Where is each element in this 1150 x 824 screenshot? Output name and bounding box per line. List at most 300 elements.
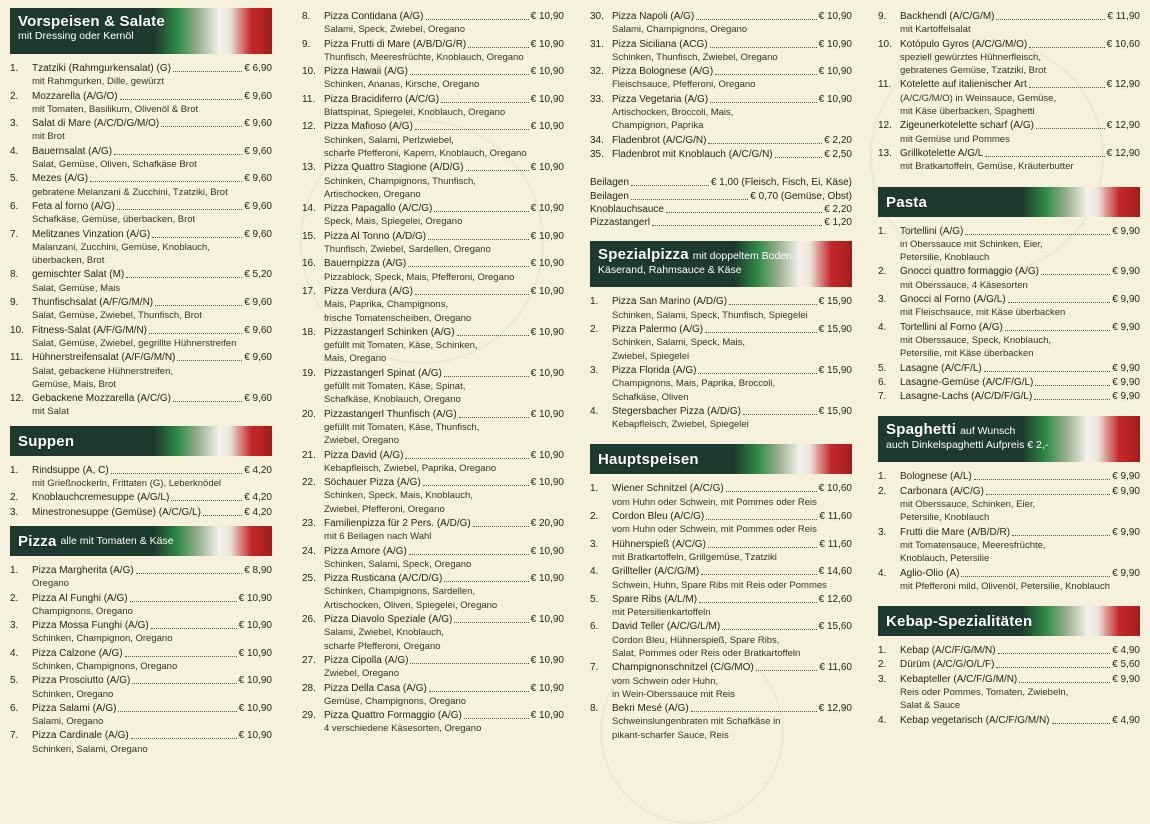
item-name: Grillkotelette A/G/L [900, 147, 984, 159]
item-description: Salat, gebackene Hühnerstreifen, [32, 365, 174, 377]
item-name: Kebap (A/C/F/G/M/N) [900, 645, 996, 657]
item-number: 23. [302, 517, 316, 529]
item-name: Gnocci al Forno (A/G/L) [900, 294, 1006, 306]
menu-item [302, 10, 564, 37]
menu-item [302, 408, 564, 448]
item-number: 21. [302, 449, 316, 461]
item-price: € 5,20 [244, 269, 272, 281]
menu-item-line [590, 538, 852, 551]
item-description: Zwiebel, Oregano [324, 668, 399, 680]
menu-item-line [302, 572, 564, 585]
item-name: Pizza Contidana (A/G) [324, 11, 424, 22]
item-price: € 10,90 [238, 702, 272, 714]
menu-item [878, 673, 1140, 713]
item-name: Bauernpizza (A/G) [324, 258, 407, 270]
item-price: € 9,90 [1112, 391, 1140, 403]
item-description: Pizzablock, Speck, Mais, Pfefferoni, Oregano [324, 271, 515, 283]
item-number: 34. [590, 134, 604, 146]
menu-item-line [10, 145, 272, 158]
item-price: € 4,90 [1112, 645, 1140, 657]
item-number: 4. [590, 405, 599, 417]
item-description: mit Oberssauce, Speck, Knoblauch, [900, 334, 1052, 346]
item-name: Fitness-Salat (A/F/G/M/N) [32, 324, 148, 336]
menu-item [302, 230, 564, 257]
menu-item-line [878, 10, 1140, 23]
item-name: Kotópulo Gyros (A/C/G/M/O) [900, 38, 1028, 50]
item-description: Champignon, Paprika [612, 120, 704, 132]
item-number: 15. [302, 230, 316, 242]
dot-leader [203, 506, 242, 516]
menu-item-line [878, 644, 1140, 657]
item-description: Schinken, Salami, Speck, Oregano [324, 558, 472, 570]
menu-item-line [878, 390, 1140, 403]
dot-leader [466, 161, 529, 171]
item-price: € 2,50 [824, 148, 852, 160]
menu-item-line [590, 482, 852, 495]
menu-item [302, 709, 564, 736]
item-number: 2. [10, 90, 19, 102]
item-description: vom Schwein oder Huhn, [612, 675, 719, 687]
item-description: mit Grießnockerln, Frittaten (G), Leberknödel [32, 478, 222, 490]
dot-leader [710, 93, 816, 103]
dot-leader [434, 202, 528, 212]
item-description: Blattspinat, Spiegelei, Knoblauch, Oregano [324, 107, 506, 119]
item-description: Malanzani, Zucchini, Gemüse, Knoblauch, [32, 241, 210, 253]
item-description: Fleischsauce, Pfefferoni, Oregano [612, 79, 756, 91]
item-name: Pizza Margherita (A/G) [32, 564, 134, 576]
menu-item-line [302, 517, 564, 530]
menu-item-line [590, 148, 852, 161]
extra-name: Pizzastangerl [590, 217, 651, 229]
menu-item [590, 565, 852, 592]
item-number: 2. [878, 266, 887, 278]
menu-item [302, 285, 564, 325]
item-number: 9. [302, 38, 311, 50]
item-number: 10. [878, 38, 892, 50]
item-price: € 9,60 [244, 324, 272, 336]
item-description: frische Tomatenscheiben, Oregano [324, 312, 472, 324]
menu-item [302, 257, 564, 284]
item-price: € 15,90 [818, 324, 852, 336]
item-price: € 10,90 [530, 121, 564, 133]
item-price: € 11,60 [819, 662, 852, 674]
section-title: Hauptspeisen [598, 451, 699, 469]
item-number: 1. [10, 464, 19, 476]
menu-item [10, 228, 272, 268]
dot-leader [726, 482, 817, 492]
item-price: € 10,90 [818, 38, 852, 50]
item-description: mit Oberssauce, Schinken, Eier, [900, 499, 1036, 511]
dot-leader [1029, 38, 1104, 48]
menu-item-line [878, 526, 1140, 539]
dot-leader [1008, 293, 1111, 303]
menu-item-line [302, 230, 564, 243]
section-header-hauptspeisen [590, 444, 852, 474]
item-name: Familienpizza für 2 Pers. (A/D/G) [324, 517, 471, 529]
column-4 [878, 10, 1140, 812]
menu-item-line [590, 10, 852, 23]
item-price: € 9,90 [1112, 485, 1140, 497]
item-description: Kebapfleisch, Zwiebel, Spiegelei [612, 419, 749, 431]
item-number: 6. [878, 376, 887, 388]
item-name: Aglio-Olio (A) [900, 567, 960, 579]
item-price: € 10,90 [530, 710, 564, 722]
menu-item-line [302, 545, 564, 558]
vorspeisen-list [10, 62, 272, 419]
dot-leader [1036, 119, 1105, 129]
item-price: € 9,90 [1112, 471, 1140, 483]
section-subtitle: auch Dinkelspaghetti Aufpreis € 2,- [886, 439, 1049, 452]
item-description: mit Salat [32, 406, 69, 418]
item-name: Bolognese (A/L) [900, 471, 972, 483]
menu-item [590, 482, 852, 509]
item-name: Pizza Rusticana (A/C/D/G) [324, 573, 443, 585]
item-number: 8. [302, 11, 311, 22]
dot-leader [708, 538, 817, 548]
item-number: 11. [10, 352, 24, 364]
item-number: 3. [590, 364, 599, 376]
item-description: Schinken, Salami, Oregano [32, 743, 148, 755]
item-description: (A/C/G/M/O) in Weinsauce, Gemüse, [900, 92, 1057, 104]
dot-leader [1052, 714, 1111, 724]
dot-leader [415, 285, 529, 295]
item-name: Pizza Siciliana (ACG) [612, 38, 708, 50]
item-description: Mais, Oregano [324, 353, 387, 365]
item-description: Salami, Speck, Zwiebel, Oregano [324, 24, 465, 36]
section-header-kebap [878, 606, 1140, 636]
item-price: € 9,60 [244, 145, 272, 157]
menu-item [590, 661, 852, 701]
dot-leader [775, 148, 823, 158]
item-description: mit Fleischsauce, mit Käse überbacken [900, 307, 1066, 319]
menu-item-line [302, 10, 564, 23]
item-price: € 9,60 [244, 352, 272, 364]
menu-item [590, 93, 852, 133]
dot-leader [120, 90, 243, 100]
item-name: Pizzastangerl Spinat (A/G) [324, 367, 442, 379]
dot-leader [177, 351, 242, 361]
section-title: Pasta [886, 193, 928, 211]
item-number: 19. [302, 367, 316, 379]
dot-leader [1035, 376, 1110, 386]
item-price: € 11,60 [819, 511, 852, 523]
dot-leader [729, 295, 817, 305]
dot-leader [996, 658, 1110, 668]
item-price: € 10,60 [818, 483, 852, 495]
menu-item [302, 326, 564, 366]
menu-item-line [302, 476, 564, 489]
item-name: Pizza David (A/G) [324, 449, 404, 461]
dot-leader [705, 323, 816, 333]
section-header-pizza [10, 526, 272, 556]
menu-item-line [590, 620, 852, 633]
item-price: € 10,90 [530, 326, 564, 338]
item-name: Pizza Frutti di Mare (A/B/D/G/R) [324, 38, 467, 50]
item-name: Melitzanes Vinzation (A/G) [32, 228, 151, 240]
item-description: Petersilie, Knoblauch [900, 252, 990, 264]
item-name: Gnocci quattro formaggio (A/G) [900, 266, 1039, 278]
dot-leader [410, 654, 528, 664]
item-price: € 15,90 [818, 296, 852, 308]
dot-leader [410, 65, 529, 75]
item-number: 8. [590, 703, 599, 715]
dot-leader [698, 364, 816, 374]
item-number: 33. [590, 93, 604, 105]
menu-item-line [878, 293, 1140, 306]
extra-item [590, 190, 852, 203]
menu-item-line [302, 709, 564, 722]
item-description: Champignons, Mais, Paprika, Broccoli, [612, 378, 776, 390]
item-price: € 11,90 [1107, 11, 1140, 22]
item-name: Pizzastangerl Thunfisch (A/G) [324, 408, 457, 420]
dot-leader [961, 567, 1110, 577]
section-header-spaghetti [878, 416, 1140, 462]
menu-item [878, 38, 1140, 78]
item-description: 4 verschiedene Käsesorten, Oregano [324, 723, 482, 735]
item-name: Pizza Prosciutto (A/G) [32, 675, 131, 687]
dot-leader [701, 565, 816, 575]
item-name: Pizza Florida (A/G) [612, 364, 697, 376]
item-name: Pizza Verdura (A/G) [324, 285, 413, 297]
dot-leader [1019, 673, 1110, 683]
dot-leader [114, 145, 242, 155]
item-number: 31. [590, 38, 604, 50]
item-description: Petersilie, Knoblauch [900, 512, 990, 524]
item-number: 18. [302, 326, 316, 338]
menu-item [302, 613, 564, 653]
item-number: 27. [302, 654, 316, 666]
item-description: Zwiebel, Pfefferoni, Oregano [324, 503, 445, 515]
item-description: Schafkäse, Knoblauch, Oregano [324, 394, 461, 406]
item-description: in Oberssauce mit Schinken, Eier, [900, 238, 1043, 250]
item-number: 5. [590, 593, 599, 605]
item-number: 4. [878, 714, 887, 726]
menu-item-line [10, 62, 272, 75]
item-number: 16. [302, 258, 316, 270]
dot-leader [131, 729, 237, 739]
item-price: € 10,90 [530, 408, 564, 420]
item-number: 12. [10, 393, 24, 405]
section-header-suppen [10, 426, 272, 456]
menu-item-line [10, 268, 272, 281]
item-description: Schinken, Champignons, Sardellen, [324, 586, 476, 598]
item-price: € 10,90 [818, 11, 852, 22]
dot-leader [715, 65, 816, 75]
menu-item-line [878, 567, 1140, 580]
dot-leader [423, 476, 529, 486]
menu-item [590, 364, 852, 404]
item-price: € 15,90 [818, 405, 852, 417]
dot-leader [132, 674, 236, 684]
item-description: pikant-scharfer Sauce, Reis [612, 729, 729, 741]
menu-item [10, 592, 272, 619]
item-name: Pizza Mafioso (A/G) [324, 121, 413, 133]
item-number: 6. [10, 702, 19, 714]
pasta-list [878, 225, 1140, 404]
section-header-spezialpizza [590, 241, 852, 287]
item-name: Fladenbrot mit Knoblauch (A/C/G/N) [612, 148, 773, 160]
section-subtitle: Käserand, Rahmsauce & Käse [598, 264, 742, 277]
item-price: € 9,60 [244, 118, 272, 130]
extra-name: Knoblauchsauce [590, 203, 664, 215]
section-title: Spezialpizza [598, 246, 689, 264]
item-name: Mozzarella (A/G/O) [32, 90, 118, 102]
menu-item [878, 485, 1140, 525]
item-price: € 4,20 [244, 506, 272, 518]
menu-item [10, 619, 272, 646]
item-number: 5. [10, 173, 19, 185]
menu-item [302, 161, 564, 201]
dot-leader [696, 10, 816, 20]
item-number: 7. [10, 228, 19, 240]
menu-item [302, 38, 564, 65]
item-description: Oregano [32, 578, 69, 590]
dot-leader [118, 702, 236, 712]
item-price: € 10,90 [530, 162, 564, 174]
menu-item [302, 93, 564, 120]
item-description: gebratenes Gemüse, Tzatziki, Brot [900, 65, 1047, 77]
item-description: Schinken, Salami, Speck, Thunfisch, Spiegelei [612, 309, 808, 321]
item-description: Schinken, Ananas, Kirsche, Oregano [324, 79, 480, 91]
menu-item [10, 296, 272, 323]
item-number: 3. [10, 118, 19, 130]
menu-item-line [590, 593, 852, 606]
item-name: Bauernsalat (A/G) [32, 145, 113, 157]
dot-leader [173, 62, 242, 72]
item-number: 1. [10, 564, 19, 576]
dot-leader [974, 470, 1110, 480]
menu-item-line [878, 362, 1140, 375]
item-number: 3. [878, 526, 887, 538]
dot-leader [151, 619, 237, 629]
dot-leader [631, 176, 709, 186]
section-header-vorspeisen [10, 8, 272, 54]
section-title: Spaghetti [886, 421, 957, 439]
item-number: 12. [302, 121, 316, 133]
menu-item-line [10, 228, 272, 241]
item-number: 28. [302, 682, 316, 694]
item-name: Fladenbrot (A/C/G/N) [612, 134, 707, 146]
dot-leader [441, 93, 529, 103]
item-description: mit Tomatensauce, Meeresfrüchte, [900, 539, 1046, 551]
item-description: mit Tomaten, Basilikum, Olivenöl & Brot [32, 103, 199, 115]
item-price: € 10,90 [530, 545, 564, 557]
item-price: € 10,90 [530, 682, 564, 694]
menu-item-line [10, 90, 272, 103]
item-number: 9. [878, 11, 887, 22]
item-number: 3. [10, 620, 19, 632]
menu-item-line [10, 491, 272, 504]
item-name: Tortellini (A/G) [900, 225, 964, 237]
item-price: € 4,20 [244, 464, 272, 476]
dot-leader [652, 216, 822, 226]
item-number: 4. [590, 566, 599, 578]
menu-item [878, 119, 1140, 146]
item-name: Kebapteller (A/C/F/G/M/N) [900, 673, 1018, 685]
column-1 [10, 8, 272, 812]
hauptspeisen-list-continued [878, 10, 1140, 174]
dot-leader [428, 230, 529, 240]
dot-leader [986, 485, 1110, 495]
menu-item-line [590, 702, 852, 715]
item-description: in Wein-Oberssauce mit Reis [612, 688, 735, 700]
item-price: € 10,90 [530, 66, 564, 78]
item-price: € 10,90 [818, 66, 852, 78]
item-number: 13. [302, 162, 316, 174]
section-subtitle-inline: auf Wunsch [960, 425, 1016, 438]
item-description: mit Kartoffelsalat [900, 24, 971, 36]
menu-item-line [878, 265, 1140, 278]
item-name: Pizza Quattro Formaggio (A/G) [324, 710, 462, 722]
menu-item [10, 62, 272, 89]
dot-leader [125, 647, 237, 657]
item-name: Rindsuppe (A, C) [32, 464, 109, 476]
menu-item [10, 200, 272, 227]
item-description: gefüllt mit Tomaten, Käse, Schinken, [324, 340, 478, 352]
item-number: 4. [878, 321, 887, 333]
item-description: mit Brot [32, 131, 65, 143]
item-description: mit Gemüse und Pommes [900, 133, 1010, 145]
item-name: Kebap vegetarisch (A/C/F/G/M/N) [900, 714, 1050, 726]
item-price: € 2,20 [824, 134, 852, 146]
menu-item-line [302, 93, 564, 106]
menu-item-line [302, 285, 564, 298]
dot-leader [473, 517, 529, 527]
dot-leader [426, 10, 529, 20]
menu-item [10, 506, 272, 519]
extra-price: € 1,20 [824, 217, 852, 229]
item-name: David Teller (A/C/G/L/M) [612, 621, 721, 633]
item-name: Hühnerspieß (A/C/G) [612, 538, 706, 550]
suppen-list [10, 464, 272, 519]
menu-item-line [10, 351, 272, 364]
item-number: 24. [302, 545, 316, 557]
item-description: Salami, Zwiebel, Knoblauch, [324, 627, 444, 639]
menu-item-line [302, 367, 564, 380]
dot-leader [429, 682, 529, 692]
item-description: Champignons, Oregano [32, 605, 133, 617]
item-number: 1. [878, 471, 887, 483]
hauptspeisen-list [590, 482, 852, 742]
item-description: Salat, Gemüse, Mais [32, 282, 121, 294]
menu-item-line [10, 324, 272, 337]
item-number: 2. [878, 659, 887, 671]
item-name: Tortellini al Forno (A/G) [900, 321, 1003, 333]
item-name: Tzatziki (Rahmgurkensalat) (G) [32, 63, 171, 74]
item-price: € 9,90 [1112, 225, 1140, 237]
item-number: 20. [302, 408, 316, 420]
dot-leader [631, 190, 748, 200]
item-name: Pizza Cipolla (A/G) [324, 654, 409, 666]
menu-item [302, 449, 564, 476]
extra-price: € 0,70 (Gemüse, Obst) [750, 190, 852, 202]
item-name: Feta al forno (A/G) [32, 200, 115, 212]
item-name: Hühnerstreifensalat (A/F/G/M/N) [32, 352, 176, 364]
item-name: Pizza Cardinale (A/G) [32, 730, 129, 742]
dot-leader [149, 324, 242, 334]
extras-list [590, 176, 852, 229]
item-name: Thunfischsalat (A/F/G/M/N) [32, 297, 154, 309]
menu-item [10, 117, 272, 144]
menu-item [590, 134, 852, 147]
menu-item-line [10, 506, 272, 519]
menu-item [878, 293, 1140, 320]
menu-item-line [590, 93, 852, 106]
item-price: € 9,60 [244, 297, 272, 309]
menu-item [878, 265, 1140, 292]
item-price: € 9,90 [1112, 526, 1140, 538]
item-price: € 12,90 [1106, 79, 1140, 91]
